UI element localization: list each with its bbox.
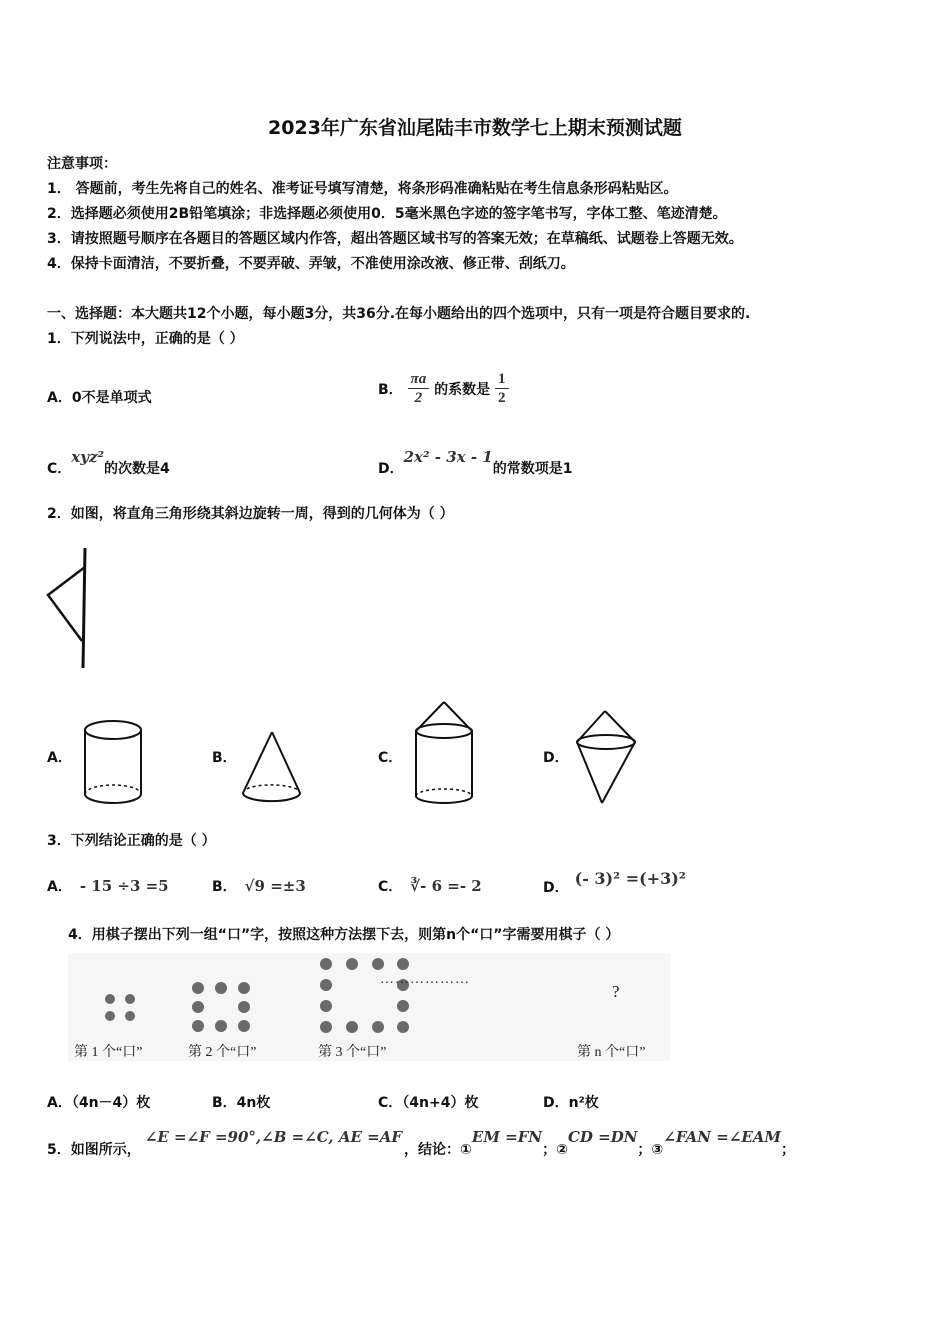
- q4-option-c: C．（4n+4）枚: [378, 1095, 479, 1111]
- notes-item-3: 3．请按照题号顺序在各题目的答题区域内作答，超出答题区域书写的答案无效；在草稿纸、试题卷上答题无效。: [47, 231, 743, 247]
- q3-c-label: C．: [378, 879, 403, 895]
- q4-ellipsis: ………………: [380, 972, 470, 987]
- q2-stem: 2．如图，将直角三角形绕其斜边旋转一周，得到的几何体为（ ）: [47, 506, 454, 522]
- q4-stem: 4．用棋子摆出下列一组“口”字，按照这种方法摆下去，则第n个“口”字需要用棋子（ ）: [68, 927, 620, 943]
- q1-b-den2: 2: [498, 390, 506, 406]
- q1-b-fraction: [408, 370, 430, 407]
- q1-option-c: [47, 448, 170, 478]
- q1-option-b: [378, 370, 509, 407]
- q3-option-a: [47, 876, 169, 896]
- q3-option-c: [378, 876, 482, 896]
- q4-option-a: A．（4n－4）枚: [47, 1095, 151, 1111]
- page-title: 2023年广东省汕尾陆丰市数学七上期末预测试题: [268, 117, 682, 139]
- q3-d-math: (- 3)² =(+3)²: [574, 869, 686, 888]
- q1-b-num: πa: [408, 370, 430, 389]
- q4-option-b: B．4n枚: [212, 1095, 271, 1111]
- q2-cone-shape: [238, 728, 304, 808]
- q5-conclusion-label: ，结论：①: [404, 1142, 472, 1158]
- q5-condition: ∠E =∠F =90°,∠B =∠C, AE =AF: [144, 1128, 403, 1146]
- q1-c-math: xyz²: [71, 448, 105, 466]
- q1-c-text: 的次数是4: [104, 461, 170, 477]
- q2-right-triangle-figure: [40, 545, 100, 675]
- q3-a-math: - 15 ÷3 =5: [79, 877, 169, 895]
- q2-option-a-label: A．: [47, 750, 72, 766]
- q1-b-num2: 1: [495, 370, 509, 389]
- q4-fig-label-2: 第 2 个“口”: [188, 1045, 257, 1060]
- q1-c-label: C．: [47, 461, 72, 477]
- q1-option-d: [378, 448, 572, 478]
- q5-end: ；: [781, 1142, 796, 1158]
- q2-double-cone-shape: [572, 708, 642, 808]
- q1-d-text: 的常数项是1: [492, 461, 573, 477]
- q4-fig-label-3: 第 3 个“口”: [318, 1045, 387, 1060]
- q3-d-label: D．: [543, 880, 569, 896]
- q5-prefix: 5．如图所示，: [47, 1142, 141, 1158]
- q5-conclusion-1: EM =FN: [471, 1128, 543, 1146]
- q4-question-mark: ?: [612, 982, 620, 1001]
- q2-cylinder-shape: [80, 718, 146, 808]
- q1-b-label: B．: [378, 381, 403, 398]
- q4-fig-label-1: 第 1 个“口”: [74, 1045, 143, 1060]
- q5-sep-3: ；③: [637, 1142, 664, 1158]
- q3-option-b: [212, 876, 306, 896]
- q2-option-b-label: B．: [212, 750, 237, 766]
- notes-item-2: 2．选择题必须使用2B铅笔填涂；非选择题必须使用0．5毫米黑色字迹的签字笔书写，字体工整、笔迹清楚。: [47, 206, 727, 222]
- q1-b-den: 2: [414, 390, 423, 406]
- q1-stem: 1．下列说法中，正确的是（ ）: [47, 331, 244, 347]
- q3-b-math: √9 =±3: [244, 877, 306, 895]
- section-heading: 一、选择题：本大题共12个小题，每小题3分，共36分.在每小题给出的四个选项中，只有一项是符合题目要求的.: [47, 306, 751, 322]
- q1-b-mid: 的系数是: [434, 381, 491, 398]
- q5-stem: [47, 1128, 795, 1159]
- q5-sep-2: ；②: [542, 1142, 568, 1158]
- q4-option-d: D．n²枚: [543, 1095, 599, 1111]
- q3-option-d: [543, 869, 686, 897]
- notes-heading: 注意事项：: [47, 156, 117, 172]
- q2-option-d-label: D．: [543, 750, 569, 766]
- q5-conclusion-2: CD =DN: [567, 1128, 638, 1146]
- q5-conclusion-3: ∠FAN =∠EAM: [663, 1128, 782, 1146]
- notes-item-4: 4．保持卡面清洁，不要折叠，不要弄破、弄皱，不准使用涂改液、修正带、刮纸刀。: [47, 256, 575, 272]
- q1-d-label: D．: [378, 461, 404, 477]
- notes-item-1: 1． 答题前，考生先将自己的姓名、准考证号填写清楚，将条形码准确粘贴在考生信息条形码粘贴区。: [47, 181, 678, 197]
- q3-c-math: ∛- 6 =- 2: [410, 877, 482, 895]
- q3-stem: 3．下列结论正确的是（ ）: [47, 833, 216, 849]
- q1-b-fraction-2: [495, 370, 509, 407]
- q2-option-c-label: C．: [378, 750, 403, 766]
- q2-cone-on-cylinder-shape: [410, 698, 480, 810]
- q1-d-math: 2x² - 3x - 1: [403, 448, 493, 466]
- q1-option-a: A．0不是单项式: [47, 390, 152, 406]
- q3-a-label: A．: [47, 879, 72, 895]
- q3-b-label: B．: [212, 879, 237, 895]
- q4-fig-label-n: 第 n 个“口”: [577, 1045, 646, 1060]
